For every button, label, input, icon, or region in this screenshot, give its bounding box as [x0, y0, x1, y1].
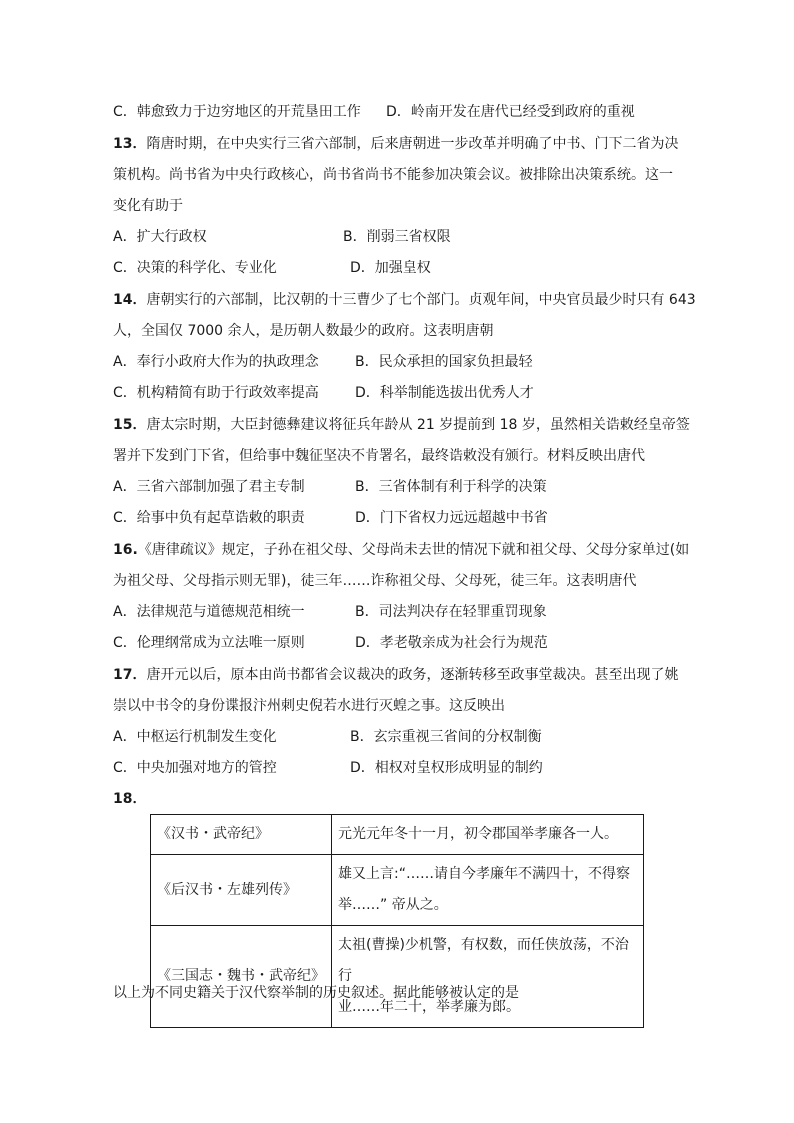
quote-line: 雄又上言:“……请自今孝廉年不满四十，不得察 — [338, 866, 630, 882]
table-cell-source: 《汉书・武帝纪》 — [151, 815, 332, 855]
table-cell-quote — [332, 855, 644, 926]
q17-option-d: D．相权对皇权形成明显的制约 — [350, 760, 543, 776]
q14-option-b: B．民众承担的国家负担最轻 — [355, 354, 533, 370]
q13-option-d: D．加强皇权 — [350, 260, 431, 276]
q16-option-d: D．孝老敬亲成为社会行为规范 — [355, 635, 548, 651]
quote-line: 太祖(曹操)少机警，有权数，而任侠放荡，不治行 — [338, 937, 629, 984]
q14-stem-line2: 人，全国仅 7000 余人，是历朝人数最少的政府。这表明唐朝 — [113, 323, 494, 339]
q13-option-b: B．削弱三省权限 — [343, 229, 451, 245]
q15-option-b: B．三省体制有利于科学的决策 — [355, 479, 547, 495]
q16-stem-text1: 《唐律疏议》规定，子孙在祖父母、父母尚未去世的情况下就和祖父母、父母分家单过(如 — [137, 542, 690, 558]
q15-option-d: D．门下省权力远远超越中书省 — [355, 510, 548, 526]
table-cell-quote — [332, 815, 644, 855]
table-row — [151, 926, 644, 1028]
q14-stem-text1: 唐朝实行的六部制，比汉朝的十三曹少了七个部门。贞观年间，中央官员最少时只有 643 — [146, 292, 696, 308]
q14-stem-line1 — [113, 290, 696, 310]
q17-number: 17． — [113, 667, 147, 683]
q14-option-d: D．科举制能选拔出优秀人才 — [355, 385, 534, 401]
q15-option-a: A．三省六部制加强了君主专制 — [113, 479, 305, 495]
q18-stem-after-table: 以上为不同史籍关于汉代察举制的历史叙述。据此能够被认定的是 — [113, 985, 519, 1001]
q13-option-c: C．决策的科学化、专业化 — [113, 260, 277, 276]
q15-stem-text1: 唐太宗时期，大臣封德彝建议将征兵年龄从 21 岁提前到 18 岁，虽然相关诰敕经皇帝签 — [146, 417, 690, 433]
q12-option-d: D．岭南开发在唐代已经受到政府的重视 — [386, 104, 635, 120]
table-cell-quote — [332, 926, 644, 1028]
q13-stem-line1 — [113, 134, 678, 154]
q15-option-c: C．给事中负有起草诰敕的职责 — [113, 510, 305, 526]
q16-option-c: C．伦理纲常成为立法唯一原则 — [113, 635, 305, 651]
q15-number: 15． — [113, 417, 147, 433]
q17-option-a: A．中枢运行机制发生变化 — [113, 729, 277, 745]
q13-option-a: A．扩大行政权 — [113, 229, 207, 245]
quote-line: 业……年二十，举孝廉为郎。 — [338, 999, 520, 1015]
table-cell-source: 《三国志・魏书・武帝纪》 — [151, 926, 332, 1028]
q18-number: 18． — [113, 791, 147, 807]
q14-option-c: C．机构精简有助于行政效率提高 — [113, 385, 319, 401]
table-row — [151, 815, 644, 855]
q17-stem-text1: 唐开元以后，原本由尚书都省会议裁决的政务，逐渐转移至政事堂裁决。甚至出现了姚 — [146, 667, 679, 683]
q12-option-c: C．韩愈致力于边穷地区的开荒垦田工作 — [113, 104, 361, 120]
q16-stem-line1 — [113, 540, 689, 560]
q16-option-a: A．法律规范与道德规范相统一 — [113, 604, 305, 620]
q13-stem-line3: 变化有助于 — [113, 198, 183, 214]
q17-stem-line1 — [113, 665, 678, 685]
q16-number: 16. — [113, 542, 138, 558]
q15-stem-line2: 署并下发到门下省，但给事中魏征坚决不肯署名，最终诰敕没有颁行。材料反映出唐代 — [113, 448, 645, 464]
q15-stem-line1 — [113, 415, 690, 435]
q17-option-b: B．玄宗重视三省间的分权制衡 — [350, 729, 542, 745]
q17-option-c: C．中央加强对地方的管控 — [113, 760, 277, 776]
q16-stem-line2: 为祖父母、父母指示则无罪)，徒三年……诈称祖父母、父母死，徒三年。这表明唐代 — [113, 573, 637, 589]
q16-option-b: B．司法判决存在轻罪重罚现象 — [355, 604, 547, 620]
q13-stem-text1: 隋唐时期，在中央实行三省六部制，后来唐朝进一步改革并明确了中书、门下二省为决 — [146, 136, 679, 152]
q14-option-a: A．奉行小政府大作为的执政理念 — [113, 354, 319, 370]
q17-stem-line2: 崇以中书令的身份谍报汴州刺史倪若水进行灭蝗之事。这反映出 — [113, 698, 505, 714]
quote-line: 元光元年冬十一月，初令郡国举孝廉各一人。 — [338, 826, 618, 842]
quote-line: 举……” 帝从之。 — [338, 897, 448, 913]
table-row — [151, 855, 644, 926]
q14-number: 14． — [113, 292, 147, 308]
table-cell-source: 《后汉书・左雄列传》 — [151, 855, 332, 926]
q13-stem-line2: 策机构。尚书省为中央行政核心，尚书省尚书不能参加决策会议。被排除出决策系统。这一 — [113, 167, 673, 183]
q13-number: 13． — [113, 136, 147, 152]
